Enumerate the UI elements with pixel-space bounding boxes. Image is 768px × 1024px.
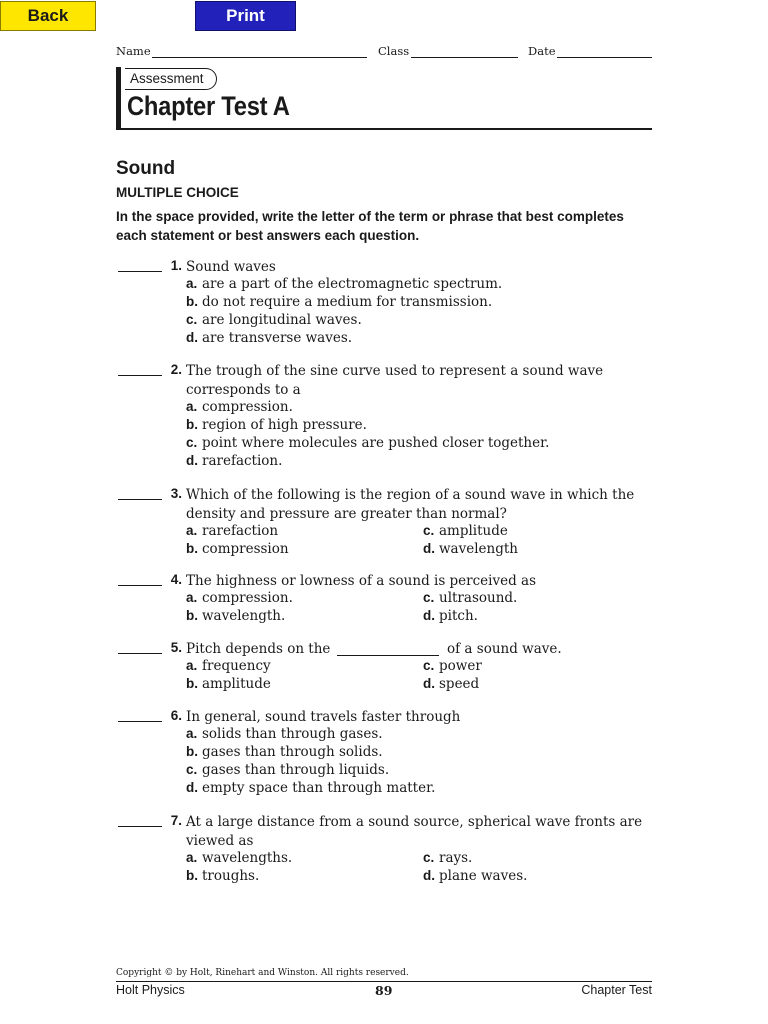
- option-b: [186, 608, 285, 626]
- option-c: [423, 850, 472, 868]
- option-letter: a.: [186, 523, 198, 538]
- option-text: pitch.: [439, 608, 478, 624]
- option-text: gases than through liquids.: [202, 762, 390, 778]
- option-letter: d.: [423, 676, 435, 691]
- question-number: 3.: [170, 486, 182, 501]
- answer-blank[interactable]: [118, 499, 162, 500]
- option-text: empty space than through matter.: [202, 780, 436, 796]
- option-a: [186, 658, 271, 676]
- option-letter: b.: [186, 294, 198, 309]
- option-a: [186, 276, 502, 294]
- option-letter: b.: [186, 608, 198, 623]
- option-letter: d.: [423, 541, 435, 556]
- option-text: rarefaction: [202, 523, 279, 539]
- class-line: [411, 57, 518, 58]
- name-line: [152, 57, 367, 58]
- option-letter: b.: [186, 541, 198, 556]
- question-number: 2.: [170, 362, 182, 377]
- option-letter: c.: [186, 435, 198, 450]
- option-b: [186, 417, 367, 435]
- answer-blank[interactable]: [118, 375, 162, 376]
- answer-blank[interactable]: [118, 721, 162, 722]
- option-letter: c.: [423, 590, 435, 605]
- question-number: 5.: [170, 640, 182, 655]
- date-label: Date: [528, 44, 556, 58]
- option-d: [186, 453, 282, 471]
- option-d: [186, 780, 435, 798]
- question-number: 7.: [170, 813, 182, 828]
- option-text: compression.: [202, 399, 293, 415]
- question-stem: Which of the following is the region of a sound wave in which the density and pressure are greater than normal?: [186, 487, 635, 522]
- option-a: [186, 590, 293, 608]
- copyright-notice: Copyright © by Holt, Rinehart and Winston. All rights reserved.: [116, 968, 409, 978]
- answer-blank[interactable]: [118, 653, 162, 654]
- instructions: In the space provided, write the letter of the term or phrase that best completes each statement or best answers each question.: [116, 209, 624, 243]
- option-letter: d.: [186, 453, 198, 468]
- option-text: speed: [439, 676, 480, 692]
- option-letter: c.: [423, 658, 435, 673]
- assessment-tab: Assessment: [125, 68, 217, 90]
- option-c: [186, 762, 389, 780]
- date-line: [557, 57, 652, 58]
- option-letter: c.: [423, 850, 435, 865]
- option-letter: c.: [423, 523, 435, 538]
- name-label: Name: [116, 44, 151, 58]
- option-text: ultrasound.: [439, 590, 518, 606]
- option-letter: d.: [186, 330, 198, 345]
- footer-section: Chapter Test: [581, 983, 652, 997]
- footer-book-title: Holt Physics: [116, 983, 185, 997]
- section-title: Sound: [116, 158, 176, 179]
- question-stem: In general, sound travels faster through: [186, 709, 461, 725]
- option-text: plane waves.: [439, 868, 528, 884]
- option-a: [186, 399, 293, 417]
- option-letter: a.: [186, 850, 198, 865]
- print-button[interactable]: Print: [195, 1, 296, 31]
- option-letter: d.: [186, 780, 198, 795]
- option-b: [186, 541, 289, 559]
- option-b: [186, 676, 271, 694]
- option-c: [186, 435, 549, 453]
- option-b: [186, 868, 259, 886]
- option-text: wavelengths.: [202, 850, 293, 866]
- option-d: [186, 330, 352, 348]
- option-text: rays.: [439, 850, 473, 866]
- back-button[interactable]: Back: [0, 1, 96, 31]
- option-text: compression.: [202, 590, 293, 606]
- option-letter: a.: [186, 658, 198, 673]
- footer-divider: [116, 981, 652, 982]
- section-subtitle: MULTIPLE CHOICE: [116, 185, 239, 200]
- option-text: amplitude: [202, 676, 271, 692]
- question-stem: [186, 640, 656, 659]
- question-stem: The trough of the sine curve used to represent a sound wave corresponds to a: [186, 363, 604, 398]
- option-text: amplitude: [439, 523, 508, 539]
- option-letter: b.: [186, 417, 198, 432]
- option-text: solids than through gases.: [202, 726, 383, 742]
- option-c: [186, 312, 362, 330]
- fill-in-blank: [337, 655, 439, 656]
- question-stem: The highness or lowness of a sound is perceived as: [186, 573, 537, 589]
- page-title: Chapter Test A: [127, 91, 290, 121]
- option-text: troughs.: [202, 868, 260, 884]
- title-block: [116, 67, 652, 130]
- answer-blank[interactable]: [118, 585, 162, 586]
- option-text: are a part of the electromagnetic spectrum.: [202, 276, 503, 292]
- option-letter: b.: [186, 744, 198, 759]
- option-a: [186, 850, 292, 868]
- option-c: [423, 523, 508, 541]
- option-b: [186, 744, 383, 762]
- question-stem: Sound waves: [186, 259, 276, 275]
- option-d: [423, 868, 527, 886]
- option-text: point where molecules are pushed closer together.: [202, 435, 550, 451]
- option-text: do not require a medium for transmission.: [202, 294, 493, 310]
- option-c: [423, 658, 482, 676]
- student-info-row: [116, 44, 652, 60]
- option-letter: a.: [186, 726, 198, 741]
- option-d: [423, 676, 479, 694]
- option-text: are longitudinal waves.: [202, 312, 362, 328]
- question-number: 6.: [170, 708, 182, 723]
- answer-blank[interactable]: [118, 826, 162, 827]
- option-text: wavelength: [439, 541, 518, 557]
- option-text: power: [439, 658, 482, 674]
- stem-after-blank: of a sound wave.: [447, 641, 562, 657]
- option-text: region of high pressure.: [202, 417, 367, 433]
- option-text: are transverse waves.: [202, 330, 353, 346]
- option-text: rarefaction.: [202, 453, 283, 469]
- page-number: 89: [375, 983, 393, 998]
- option-b: [186, 294, 492, 312]
- option-a: [186, 523, 278, 541]
- option-letter: b.: [186, 676, 198, 691]
- option-letter: c.: [186, 762, 198, 777]
- option-letter: c.: [186, 312, 198, 327]
- option-letter: a.: [186, 276, 198, 291]
- option-letter: a.: [186, 590, 198, 605]
- option-letter: d.: [423, 868, 435, 883]
- class-label: Class: [378, 44, 410, 58]
- option-text: gases than through solids.: [202, 744, 383, 760]
- question-number: 4.: [170, 572, 182, 587]
- option-d: [423, 541, 518, 559]
- option-text: compression: [202, 541, 289, 557]
- option-c: [423, 590, 517, 608]
- option-letter: a.: [186, 399, 198, 414]
- option-d: [423, 608, 478, 626]
- option-text: frequency: [202, 658, 271, 674]
- answer-blank[interactable]: [118, 271, 162, 272]
- stem-before-blank: Pitch depends on the: [186, 641, 331, 657]
- option-letter: b.: [186, 868, 198, 883]
- question-number: 1.: [170, 258, 182, 273]
- option-text: wavelength.: [202, 608, 286, 624]
- option-letter: d.: [423, 608, 435, 623]
- question-stem: At a large distance from a sound source, spherical wave fronts are viewed as: [186, 814, 643, 849]
- option-a: [186, 726, 383, 744]
